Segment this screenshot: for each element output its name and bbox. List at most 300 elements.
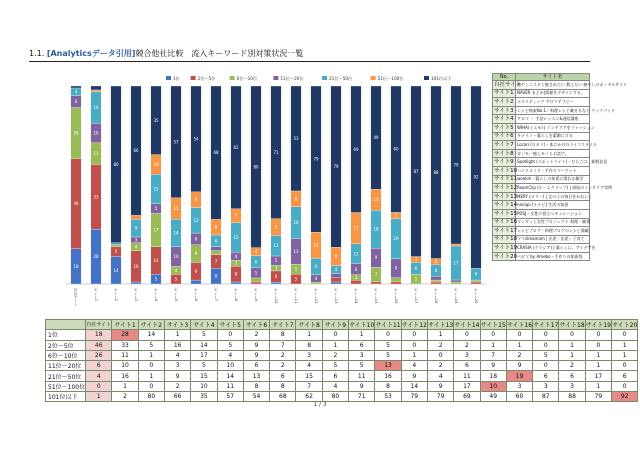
site-table-row	[493, 141, 590, 150]
grid-column-header: サイト18	[559, 320, 585, 330]
data-label: 5	[414, 276, 418, 282]
grid-column-header: サイト15	[480, 320, 506, 330]
bar-segment	[91, 86, 101, 90]
site-table-site: サイト20	[494, 253, 518, 260]
x-tick-label: サイト19	[454, 288, 458, 304]
grid-cell: 2	[270, 350, 296, 360]
bar-segment	[371, 282, 381, 284]
data-label: 79	[453, 162, 459, 168]
grid-cell: 1	[506, 340, 532, 350]
legend-label: 101位以下	[431, 76, 452, 81]
bar-segment	[191, 280, 201, 284]
bar-segment	[391, 282, 401, 284]
grid-column-header: サイト17	[533, 320, 559, 330]
data-label: 5	[174, 276, 178, 282]
grid-cell: 1	[612, 340, 638, 350]
data-label: 80	[253, 164, 259, 170]
grid-cell: 0	[585, 340, 611, 350]
grid-cell: 3	[559, 381, 585, 391]
bar-segment	[471, 280, 481, 282]
grid-cell: 0	[533, 330, 559, 340]
site-table-row	[493, 158, 590, 167]
site-table-site: サイト13	[494, 193, 518, 200]
site-table-row	[493, 218, 590, 227]
data-label: 79	[313, 156, 319, 162]
site-table-desc: ハンドメイド・手作りマーケット	[516, 166, 590, 175]
data-label: 26	[73, 130, 79, 136]
data-label: 14	[173, 230, 179, 236]
data-label: 6	[274, 274, 278, 280]
site-table-site: サイト6	[494, 133, 514, 140]
grid-cell: 18	[86, 330, 112, 340]
grid-cell: 4	[86, 371, 112, 381]
data-label: 16	[293, 220, 299, 226]
grid-cell: 4	[164, 350, 190, 360]
grid-cell: 9	[349, 381, 375, 391]
site-table-site: サイト8	[494, 150, 514, 157]
data-label: 9	[134, 225, 138, 231]
grid-cell: 0	[138, 381, 164, 391]
grid-row	[46, 361, 638, 371]
grid-cell: 15	[296, 371, 322, 381]
data-label: 14	[153, 257, 159, 263]
grid-cell: 6	[349, 340, 375, 350]
data-label: 6	[194, 236, 198, 242]
grid-cell: 11	[217, 381, 243, 391]
data-label: 4	[74, 89, 78, 95]
data-label: 19	[393, 236, 399, 242]
data-label: 80	[113, 161, 119, 167]
data-label: 6	[434, 267, 438, 273]
grid-cell: 7	[480, 350, 506, 360]
grid-cell: 0	[533, 361, 559, 371]
legend-swatch	[230, 76, 235, 80]
grid-cell: 33	[112, 340, 138, 350]
data-label: 17	[453, 260, 459, 266]
grid-column-header: サイト1	[112, 320, 138, 330]
grid-cell: 1	[559, 350, 585, 360]
data-label: 35	[153, 117, 159, 123]
grid-cell: 9	[427, 381, 453, 391]
site-table-site: サイト9	[494, 159, 514, 166]
data-label: 18	[373, 226, 379, 232]
grid-cell: 2	[427, 361, 453, 371]
site-table-row	[493, 252, 590, 261]
grid-column-header: サイト13	[427, 320, 453, 330]
grid-cell: 5	[375, 350, 401, 360]
data-label: 6	[74, 99, 78, 105]
bar-segment	[251, 282, 261, 284]
site-table-row	[493, 201, 590, 210]
data-label: 5	[294, 276, 298, 282]
site-table-desc: CRASIA (クラシア) | 暮らしに、アイデアを	[516, 244, 590, 253]
grid-cell: 0	[533, 340, 559, 350]
grid-cell: 6	[86, 361, 112, 371]
grid-column-header: サイト14	[454, 320, 480, 330]
grid-cell: 11	[454, 371, 480, 381]
grid-cell: 1	[112, 381, 138, 391]
data-label: 9	[394, 265, 398, 271]
bar-segment	[211, 251, 221, 255]
data-label: 3	[274, 265, 278, 271]
data-label: 8	[194, 197, 198, 203]
grid-cell: 87	[533, 392, 559, 402]
grid-row	[46, 350, 638, 360]
grid-cell: 2	[559, 361, 585, 371]
grid-cell: 3	[296, 350, 322, 360]
site-table-row	[493, 184, 590, 193]
grid-cell: 2	[322, 350, 348, 360]
title-number: 1.1.	[29, 49, 45, 58]
grid-cell: 1	[585, 350, 611, 360]
site-table-desc: WIHA(イエモ) | インテリアをファッション	[516, 123, 590, 132]
data-label: 16	[133, 263, 139, 269]
grid-cell: 6	[533, 371, 559, 381]
bar-segment	[311, 282, 321, 284]
grid-cell: 54	[243, 392, 269, 402]
legend-label: 2位〜5位	[197, 76, 216, 81]
grid-column-header: サイト19	[585, 320, 611, 330]
grid-row-label: 1位	[46, 330, 86, 340]
site-table-desc: 癒やしニスタ | 癒されたい 教えたい 癒やしのポータルサイト	[516, 81, 590, 90]
grid-cell: 11	[112, 350, 138, 360]
grid-cell: 6	[322, 371, 348, 381]
grid-column-header: サイト16	[506, 320, 532, 330]
grid-cell: 2	[506, 350, 532, 360]
grid-cell: 2	[270, 361, 296, 371]
data-label: 54	[193, 136, 199, 142]
grid-cell: 5	[322, 361, 348, 371]
bar-segment	[451, 280, 461, 282]
data-label: 3	[234, 260, 238, 266]
data-label: 5	[274, 258, 278, 264]
data-label: 3	[354, 275, 358, 281]
site-table-desc: PDSJ - 女性に役立つキュレーション	[516, 209, 590, 218]
x-tick-label: サイト4	[154, 288, 158, 302]
site-table-row	[493, 175, 590, 184]
grid-cell: 8	[270, 330, 296, 340]
legend-swatch	[166, 76, 171, 80]
bar-segment	[431, 276, 441, 280]
grid-cell: 1	[427, 330, 453, 340]
x-tick-label: サイト2	[114, 288, 118, 302]
data-label: 8	[214, 273, 218, 279]
grid-cell: 3	[349, 350, 375, 360]
grid-cell: 0	[322, 330, 348, 340]
grid-row	[46, 381, 638, 391]
bar-segment	[331, 274, 341, 278]
grid-column-header: サイト20	[612, 320, 638, 330]
data-label: 6	[474, 271, 478, 277]
data-label: 3	[414, 256, 418, 262]
grid-row-label: 21位〜50位	[46, 371, 86, 381]
grid-cell: 88	[559, 392, 585, 402]
data-label: 10	[93, 130, 99, 136]
grid-cell: 0	[375, 330, 401, 340]
grid-cell: 79	[401, 392, 427, 402]
grid-cell: 1	[138, 350, 164, 360]
site-table-desc: アロマ ・ 手話レッスン&通信講座	[516, 115, 590, 124]
grid-cell: 19	[506, 371, 532, 381]
legend-label: 1位	[173, 76, 180, 81]
site-table-desc: ホリスティック アロマテラピー	[516, 98, 590, 107]
x-tick-label: サイト12	[314, 288, 318, 304]
data-label: 7	[214, 258, 218, 264]
data-label: 17	[353, 225, 359, 231]
legend-label: 21位〜50位	[329, 76, 353, 81]
data-label: 6	[354, 266, 358, 272]
grid-cell: 6	[270, 371, 296, 381]
data-label: 3	[434, 258, 438, 264]
site-table-desc: RoomClip (ルームクリップ) | 部屋のインテリア実例	[516, 184, 590, 193]
data-label: 15	[233, 234, 239, 240]
legend-swatch	[191, 76, 196, 80]
site-table-desc: NAVER まとめ|情報をデザインする。	[516, 89, 590, 98]
grid-cell: 1	[585, 381, 611, 391]
grid-cell: 6	[243, 361, 269, 371]
grid-cell: 4	[401, 361, 427, 371]
grid-cell: 5	[533, 350, 559, 360]
data-label: 5	[294, 266, 298, 272]
data-label: 5	[154, 206, 158, 212]
bar-segment	[251, 278, 261, 282]
grid-cell: 11	[349, 371, 375, 381]
grid-cell: 1	[296, 330, 322, 340]
grid-cell: 66	[164, 392, 190, 402]
grid-cell: 5	[217, 340, 243, 350]
grid-cell: 8	[243, 381, 269, 391]
grid-cell: 0	[559, 330, 585, 340]
grid-row-label: 51位〜100位	[46, 381, 86, 391]
data-label: 49	[373, 135, 379, 141]
x-tick-label: サイト3	[134, 288, 138, 302]
data-label: 4	[334, 267, 338, 273]
site-table-site: サイト4	[494, 116, 514, 123]
site-table-desc: ママslmamam | 出産・出産・子育て	[516, 235, 590, 244]
data-label: 92	[473, 174, 479, 180]
data-label: 7	[374, 272, 378, 278]
grid-cell: 1	[86, 392, 112, 402]
data-label: 4	[174, 267, 178, 273]
grid-cell: 8	[296, 340, 322, 350]
site-table-row	[493, 244, 590, 253]
site-table-row	[493, 81, 590, 90]
grid-cell: 60	[506, 392, 532, 402]
grid-cell: 9	[401, 371, 427, 381]
grid-cell: 9	[506, 361, 532, 371]
grid-cell: 14	[401, 381, 427, 391]
data-label: 6	[254, 259, 258, 265]
bar-segment	[391, 278, 401, 282]
data-label: 8	[234, 271, 238, 277]
grid-cell: 2	[454, 340, 480, 350]
grid-cell: 15	[191, 371, 217, 381]
grid-cell: 5	[349, 361, 375, 371]
grid-cell: 35	[191, 392, 217, 402]
legend-swatch	[371, 76, 376, 80]
data-label: 11	[93, 151, 99, 157]
grid-cell: 0	[506, 330, 532, 340]
data-label: 14	[313, 242, 319, 248]
grid-column-header: サイト8	[296, 320, 322, 330]
bar-segment	[71, 86, 81, 88]
grid-cell: 0	[401, 330, 427, 340]
grid-cell: 1	[138, 371, 164, 381]
grid-row-label: 2位〜5位	[46, 340, 86, 350]
bar-segment	[331, 278, 341, 282]
x-tick-label: サイト7	[214, 288, 218, 302]
site-table-site: サイト15	[494, 210, 518, 217]
site-table-row	[493, 123, 590, 132]
grid-column-header: サイト5	[217, 320, 243, 330]
site-table-site: サイト11	[494, 176, 518, 183]
data-label: 13	[293, 248, 299, 254]
grid-cell: 79	[427, 392, 453, 402]
page-title	[29, 48, 303, 59]
site-table-site: サイト18	[494, 236, 518, 243]
data-label: 4	[234, 253, 238, 259]
grid-cell: 0	[480, 330, 506, 340]
bar-segment	[451, 282, 461, 284]
grid-cell: 1	[349, 330, 375, 340]
grid-cell: 6	[559, 371, 585, 381]
grid-cell: 0	[612, 381, 638, 391]
grid-cell: 10	[191, 381, 217, 391]
site-table-site: サイト10	[494, 167, 518, 174]
grid-cell: 3	[164, 361, 190, 371]
data-label: 11	[273, 243, 279, 249]
x-tick-label: 自社サイト	[74, 288, 78, 306]
data-label: 53	[293, 135, 299, 141]
grid-cell: 7	[270, 340, 296, 350]
data-label: 10	[173, 254, 179, 260]
grid-cell: 18	[480, 371, 506, 381]
grid-cell: 16	[112, 371, 138, 381]
grid-cell: 16	[164, 340, 190, 350]
site-table-desc: nanapi [ナナピ] 生活の知恵	[516, 201, 590, 210]
grid-cell: 14	[138, 330, 164, 340]
site-table-site: サイト1	[494, 90, 514, 97]
data-label: 11	[173, 206, 179, 212]
site-table-row	[493, 132, 590, 141]
grid-cell: 0	[86, 381, 112, 391]
grid-cell: 4	[427, 371, 453, 381]
site-table-row	[493, 98, 590, 107]
grid-cell: 1	[585, 361, 611, 371]
site-table-row	[493, 227, 590, 236]
site-table-site: サイト17	[494, 227, 518, 234]
site-table-site: サイト7	[494, 141, 514, 148]
bar-segment	[431, 282, 441, 284]
site-table-desc: レシピ検索No.1／料理レシピ載せるなら クックパッド	[516, 106, 590, 115]
site-table-desc: Spotlight (スポットライト) - ひらごは、新鮮発見	[516, 158, 590, 167]
data-label: 3	[134, 237, 138, 243]
grid-cell: 10	[217, 361, 243, 371]
site-table-row	[493, 235, 590, 244]
x-tick-label: サイト14	[354, 288, 358, 304]
grid-cell: 14	[191, 340, 217, 350]
grid-cell: 0	[454, 330, 480, 340]
site-table-site: サイト19	[494, 245, 518, 252]
x-tick-label: サイト11	[294, 288, 298, 304]
site-table-row	[493, 166, 590, 175]
grid-cell: 7	[296, 381, 322, 391]
grid-cell: 0	[401, 340, 427, 350]
grid-cell: 1	[164, 330, 190, 340]
grid-column-header: サイト11	[375, 320, 401, 330]
data-label: 14	[113, 267, 119, 273]
data-label: 8	[214, 224, 218, 230]
grid-cell: 9	[164, 371, 190, 381]
bar-segment	[431, 280, 441, 282]
title-tag: [Analyticsデータ引用]	[46, 49, 136, 58]
title-main: 競合他社比較 流入キーワード別対策状況一覧	[135, 49, 304, 58]
x-tick-label: サイト18	[434, 288, 438, 304]
grid-cell: 0	[217, 330, 243, 340]
bar-segment	[451, 244, 461, 246]
x-tick-label: サイト9	[254, 288, 258, 302]
site-table-site: サイト5	[494, 124, 514, 131]
legend-swatch	[322, 76, 327, 80]
data-label: 10	[153, 161, 159, 167]
bar-segment	[471, 282, 481, 284]
grid-cell: 2	[164, 381, 190, 391]
page-number: 1 / 3	[313, 401, 327, 408]
grid-row	[46, 371, 638, 381]
grid-cell: 53	[375, 392, 401, 402]
site-table-desc: Locari (ロカリ) - 本にかけのライフスタイル	[516, 141, 590, 150]
grid-cell: 80	[322, 392, 348, 402]
data-label: 18	[73, 263, 79, 269]
bar-segment	[231, 282, 241, 284]
grid-column-header: サイト12	[401, 320, 427, 330]
data-label: 46	[73, 201, 79, 207]
grid-cell: 16	[375, 371, 401, 381]
grid-cell: 57	[217, 392, 243, 402]
grid-row	[46, 330, 638, 340]
data-label: 13	[193, 217, 199, 223]
site-table-site: サイト14	[494, 202, 518, 209]
data-label: 5	[114, 249, 118, 255]
site-table-desc: ガジモ - 癒しモノとお話で。	[516, 149, 590, 158]
grid-cell: 1	[401, 350, 427, 360]
site-table-desc: MERY (メリー) | 女の子の毎日をかわいく	[516, 192, 590, 201]
grid-cell: 5	[138, 340, 164, 350]
data-label: 69	[353, 146, 359, 152]
grid-cell: 71	[349, 392, 375, 402]
grid-cell: 8	[375, 381, 401, 391]
grid-cell: 69	[454, 392, 480, 402]
data-label: 8	[294, 196, 298, 202]
grid-column-header: 自社サイト	[86, 320, 112, 330]
grid-column-header: サイト7	[270, 320, 296, 330]
site-table-row	[493, 209, 590, 218]
bar-segment	[351, 280, 361, 284]
grid-cell: 28	[112, 330, 138, 340]
data-label: 9	[374, 255, 378, 261]
grid-cell: 2	[243, 330, 269, 340]
grid-column-header: サイト9	[322, 320, 348, 330]
grid-cell: 3	[454, 350, 480, 360]
site-table-site: サイト2	[494, 98, 514, 105]
ranking-count-table	[45, 319, 638, 402]
legend-label: 11位〜20位	[280, 76, 304, 81]
data-label: 57	[173, 139, 179, 145]
bar-segment	[91, 90, 101, 92]
x-tick-label: サイト15	[374, 288, 378, 304]
grid-column-header: サイト10	[349, 320, 375, 330]
grid-cell: 17	[454, 381, 480, 391]
